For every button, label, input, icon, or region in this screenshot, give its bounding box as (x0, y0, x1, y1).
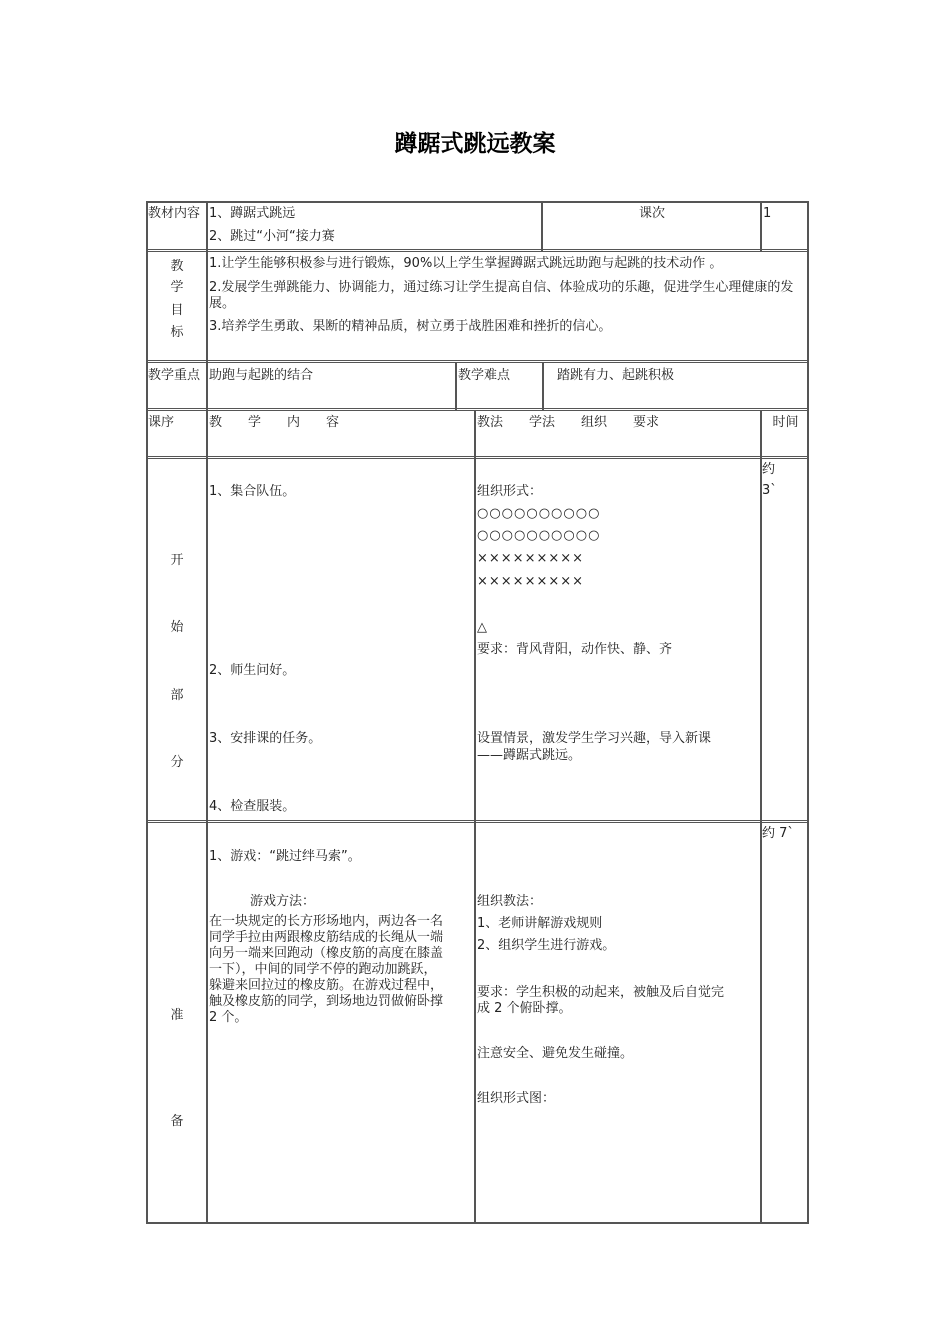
row-divider (146, 820, 809, 823)
teacher-triangle-icon: △ (477, 620, 487, 635)
formation-row-circles: ○○○○○○○○○○ (477, 528, 601, 543)
game-method-label: 游戏方法： (250, 894, 316, 909)
teaching-step: 2、组织学生进行游戏。 (477, 938, 616, 953)
org-form-label: 组织形式： (477, 484, 543, 499)
description-line: 向另一端来回跑动（橡皮筋的高度在膝盖 (209, 946, 444, 961)
section-name-char: 始 (170, 620, 184, 635)
org-teaching-label: 组织教法： (477, 894, 543, 909)
safety-note: 注意安全、避免发生碰撞。 (477, 1046, 634, 1061)
objective-label-char: 学 (170, 280, 184, 295)
col-header-sequence: 课序 (148, 415, 175, 430)
material-line-2: 2、跳过“小河“接力赛 (209, 229, 335, 244)
col-header-time: 时间 (772, 415, 799, 430)
col-divider (760, 410, 762, 1223)
intro-text: 设置情景，激发学生学习兴趣，导入新课 (477, 731, 712, 746)
row-divider (146, 249, 809, 252)
game-title: 1、游戏：“跳过绊马索”。 (209, 849, 361, 864)
lesson-number-label: 课次 (638, 206, 665, 221)
key-point-value: 助跑与起跳的结合 (209, 368, 314, 383)
difficulty-label: 教学难点 (458, 368, 511, 383)
description-line: 躲避来回拉过的橡皮筋。在游戏过程中， (209, 978, 444, 993)
row-divider (146, 456, 809, 459)
difficulty-value: 踏跳有力、起跳积极 (557, 368, 675, 383)
document-title: 蹲踞式跳远教案 (394, 131, 556, 157)
formation-row-crosses: ××××××××× (477, 574, 585, 589)
requirement-text: 要求：背风背阳，动作快、静、齐 (477, 642, 673, 657)
objective-item: 3.培养学生勇敢、果断的精神品质，树立勇于战胜困难和挫折的信心。 (209, 319, 612, 334)
section-name-char: 分 (170, 755, 184, 770)
intro-text: ——蹲踞式跳远。 (477, 748, 582, 763)
description-line: 触及橡皮筋的同学，到场地边罚做俯卧撑 (209, 994, 444, 1009)
time-value: 约 (762, 462, 776, 477)
requirement-text: 成 2 个俯卧撑。 (477, 1001, 572, 1016)
objective-item: 1.让学生能够积极参与进行锻炼，90%以上学生掌握蹲踞式跳远助跑与起跳的技术动作 。 (209, 256, 723, 271)
content-item: 3、安排课的任务。 (209, 731, 322, 746)
formation-row-circles: ○○○○○○○○○○ (477, 506, 601, 521)
col-divider (206, 202, 208, 1223)
section-name-char: 部 (170, 688, 184, 703)
objective-label-char: 目 (170, 303, 184, 318)
row-divider (146, 360, 809, 363)
game-description (209, 914, 473, 1026)
lesson-number-value: 1 (763, 206, 772, 221)
section-name-char: 备 (170, 1114, 184, 1129)
time-value: 约 7` (762, 826, 794, 841)
objective-label-char: 教 (170, 259, 184, 274)
material-line-1: 1、蹲踞式跳远 (209, 206, 296, 221)
col-header-content: 教 学 内 容 (209, 415, 340, 430)
requirement-text: 要求：学生积极的动起来，被触及后自觉完 (477, 985, 725, 1000)
description-line: 在一块规定的长方形场地内，两边各一名 (209, 914, 444, 929)
content-item: 2、师生问好。 (209, 663, 296, 678)
formation-row-crosses: ××××××××× (477, 551, 585, 566)
key-point-label: 教学重点 (148, 368, 201, 383)
col-divider (542, 362, 544, 410)
time-value: 3` (762, 483, 777, 498)
description-line: 一下），中间的同学不停的跑动加跳跃， (209, 962, 437, 977)
content-item: 1、集合队伍。 (209, 484, 296, 499)
row-divider (146, 408, 809, 411)
content-item: 4、检查服装。 (209, 799, 296, 814)
material-label: 教材内容 (148, 206, 201, 221)
section-name-char: 准 (170, 1008, 184, 1023)
section-name-char: 开 (170, 553, 184, 568)
lesson-plan-table (146, 201, 809, 1224)
description-line: 同学手拉由两跟橡皮筋结成的长绳从一端 (209, 930, 444, 945)
objective-item: 2.发展学生弹跳能力、协调能力，通过练习让学生提高自信、体验成功的乐趣，促进学生心理健康的发展。 (209, 280, 794, 311)
diagram-label: 组织形式图： (477, 1091, 556, 1106)
description-line: 2 个。 (209, 1010, 248, 1025)
col-header-method: 教法 学法 组织 要求 (477, 415, 660, 430)
teaching-step: 1、老师讲解游戏规则 (477, 916, 603, 931)
col-divider (455, 362, 457, 410)
objective-label-char: 标 (170, 325, 184, 340)
col-divider (474, 410, 476, 1223)
